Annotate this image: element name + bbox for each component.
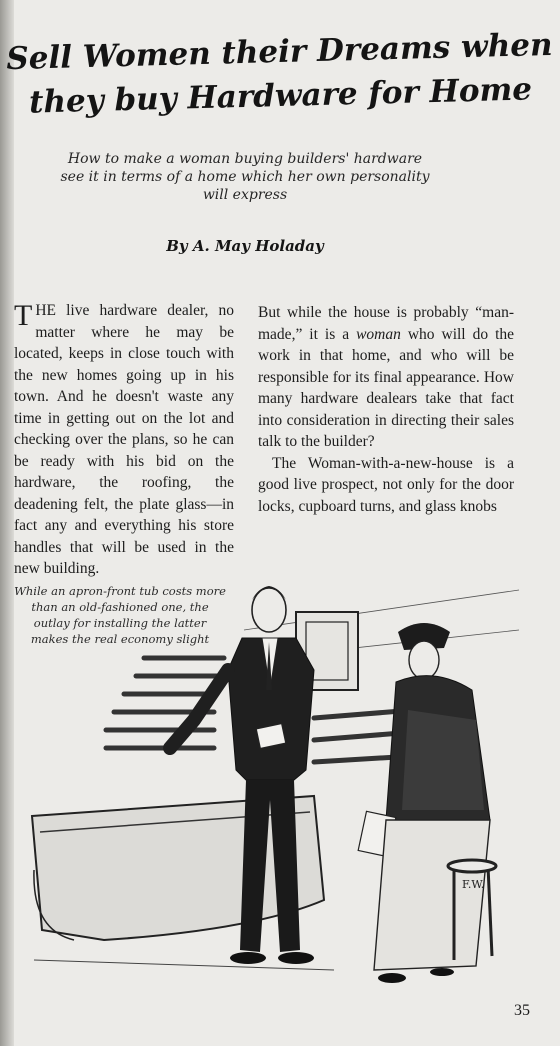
illustration-caption: While an apron-front tub costs more than an old-fashioned one, the outlay for installing the latter makes the real economy slight [14,584,226,646]
left-column-text: HE live hardware dealer, no matter where he may be located, keeps in close touch with the new homes going up in his town. And he doesn't waste any time in getting out on the lot and checking over the plans, so he can be ready with his bid on the hardware, the roofing, the deadening felt, the plate glass—in fact any and everything his store handles that will be used in the new building. [14,302,234,577]
page-spine [0,0,14,1046]
title-line-1: Sell Women their Dreams when [5,26,553,78]
artist-signature: F.W. [462,878,485,891]
right-paragraph-1 [258,302,514,453]
right-column [258,302,514,517]
article-byline: By A. May Holaday [166,237,324,255]
right-paragraph-2: The Woman-with-a-new-house is a good live prospect, not only for the door locks, cupboard turns, and glass knobs [258,454,514,515]
right-para1-emphasis: woman [356,325,401,343]
title-line-2: they buy Hardware for Home [28,71,533,121]
article-subtitle: How to make a woman buying builders' hardware see it in terms of a home which her own personality will express [60,151,430,203]
left-column [14,300,234,580]
right-para1-text-a: But while the house is probably “man-made,” it is a [258,304,514,343]
drop-cap: T [14,299,33,332]
page-number: 35 [514,1002,530,1019]
article-title [0,23,560,126]
woman-figure [358,623,490,983]
right-para1-text-b: who will do the work in that home, and who will be responsible for its final appearance. How many hardware dealears take that fact into consideration in directing their sales talk to the builder? [258,325,515,450]
left-paragraph [14,300,234,580]
